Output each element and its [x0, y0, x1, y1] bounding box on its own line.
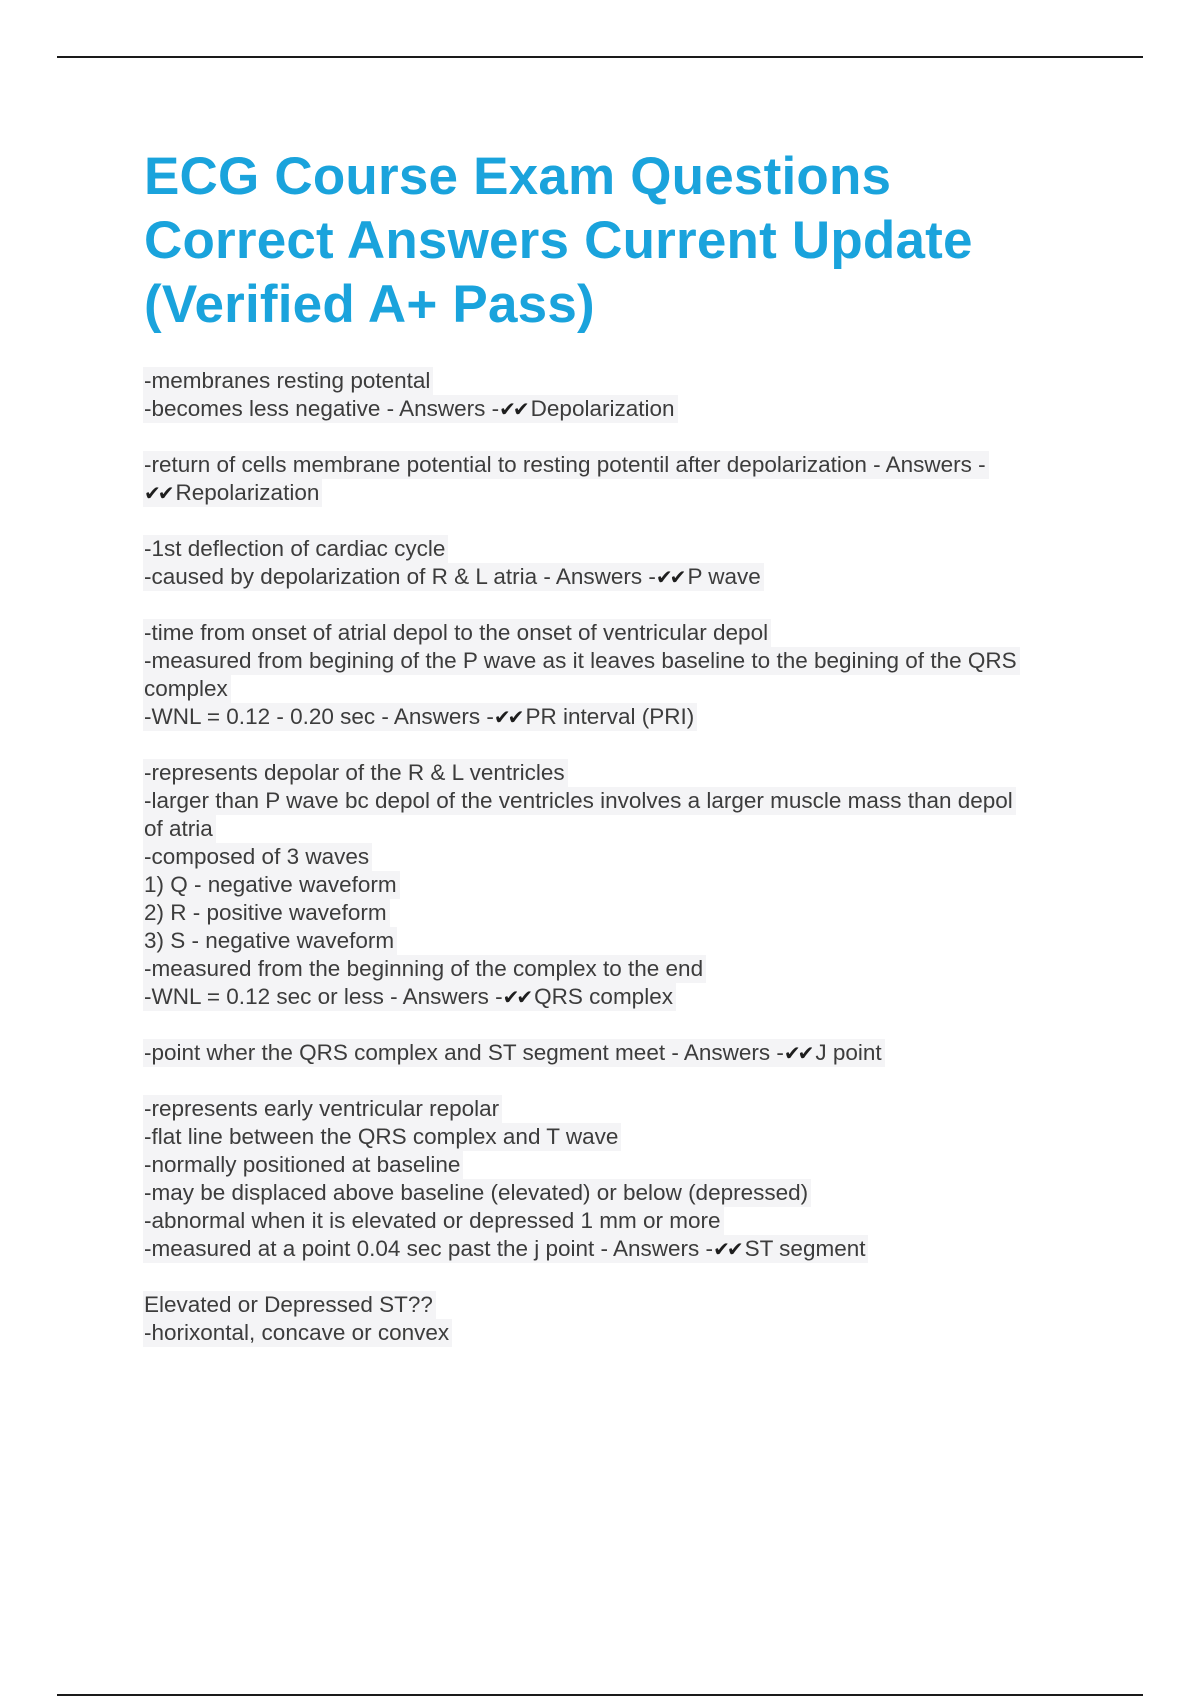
qa-line-text: of atria [144, 816, 213, 841]
qa-list [144, 367, 1094, 1347]
qa-line-text: -horixontal, concave or convex [144, 1320, 450, 1345]
title-line: (Verified A+ Pass) [144, 275, 595, 334]
qa-line-text: -composed of 3 waves [144, 844, 370, 869]
qa-line [143, 759, 568, 787]
qa-answer: PR interval (PRI) [525, 704, 695, 729]
qa-line-text: -abnormal when it is elevated or depressed 1 mm or more [144, 1208, 721, 1233]
qa-line-text: -WNL = 0.12 - 0.20 sec - Answers - [144, 704, 494, 729]
qa-line [143, 927, 397, 955]
qa-item [144, 367, 1094, 423]
qa-line [143, 787, 1016, 815]
qa-line-text: -represents depolar of the R & L ventricles [144, 760, 565, 785]
qa-line [143, 1319, 452, 1347]
qa-answer: Depolarization [530, 396, 675, 421]
qa-line-text: -becomes less negative - Answers - [144, 396, 500, 421]
qa-line-text: 3) S - negative waveform [144, 928, 395, 953]
qa-line-text: 2) R - positive waveform [144, 900, 387, 925]
qa-line [143, 675, 231, 703]
double-check-icon: ✔✔ [655, 565, 684, 589]
qa-line [143, 899, 390, 927]
qa-line [143, 1151, 463, 1179]
qa-line-text: -measured at a point 0.04 sec past the j point - Answers - [144, 1236, 714, 1261]
qa-line [143, 871, 400, 899]
qa-answer: QRS complex [534, 984, 673, 1009]
qa-line [143, 703, 697, 731]
qa-line [143, 815, 216, 843]
document-title [144, 145, 1094, 337]
qa-line-text: complex [144, 676, 228, 701]
qa-item [144, 535, 1094, 591]
qa-line [143, 1179, 811, 1207]
title-line: ECG Course Exam Questions [144, 147, 892, 206]
qa-line-text: -measured from the beginning of the complex to the end [144, 956, 704, 981]
qa-line [143, 647, 1020, 675]
bottom-rule [57, 1694, 1143, 1696]
qa-item [144, 759, 1094, 1011]
qa-item [144, 451, 1094, 507]
qa-line [143, 619, 771, 647]
double-check-icon: ✔✔ [493, 705, 522, 729]
double-check-icon: ✔✔ [499, 397, 527, 421]
qa-item [144, 1291, 1094, 1347]
qa-line-text: Elevated or Depressed ST?? [144, 1292, 433, 1317]
double-check-icon: ✔✔ [502, 985, 531, 1009]
qa-line [143, 1095, 502, 1123]
qa-line [143, 451, 989, 479]
qa-line [143, 983, 676, 1011]
top-rule [57, 56, 1143, 58]
document-body [144, 145, 1094, 1375]
qa-answer: ST segment [744, 1236, 866, 1261]
double-check-icon: ✔✔ [713, 1237, 741, 1261]
qa-line-text: -measured from begining of the P wave as it leaves baseline to the begining of the QRS [144, 648, 1017, 673]
qa-line-text: -larger than P wave bc depol of the ventricles involves a larger muscle mass than depol [144, 788, 1013, 813]
qa-line [143, 1235, 868, 1263]
qa-line-text: 1) Q - negative waveform [144, 872, 397, 897]
qa-line [143, 1123, 621, 1151]
qa-item [144, 1095, 1094, 1263]
qa-line [143, 955, 706, 983]
qa-line-text: -membranes resting potental [144, 368, 431, 393]
qa-line-text: -1st deflection of cardiac cycle [144, 536, 446, 561]
double-check-icon: ✔✔ [783, 1041, 812, 1065]
qa-line [143, 367, 433, 395]
qa-line-text: -normally positioned at baseline [144, 1152, 461, 1177]
double-check-icon: ✔✔ [144, 481, 172, 505]
qa-answer: Repolarization [175, 480, 320, 505]
qa-line-text: -time from onset of atrial depol to the onset of ventricular depol [144, 620, 769, 645]
qa-line [143, 1039, 885, 1067]
qa-line [143, 479, 322, 507]
qa-line-text: -point wher the QRS complex and ST segment meet - Answers - [144, 1040, 784, 1065]
qa-line-text: -may be displaced above baseline (elevated) or below (depressed) [144, 1180, 809, 1205]
qa-item [144, 619, 1094, 731]
qa-line [143, 1291, 436, 1319]
qa-line [143, 843, 372, 871]
qa-line [143, 1207, 724, 1235]
qa-item [144, 1039, 1094, 1067]
qa-answer: P wave [687, 564, 761, 589]
qa-line-text: -WNL = 0.12 sec or less - Answers - [144, 984, 503, 1009]
qa-line-text: -return of cells membrane potential to resting potentil after depolarization - Answers - [144, 452, 986, 477]
qa-line-text: -caused by depolarization of R & L atria - Answers - [144, 564, 656, 589]
qa-line [143, 535, 448, 563]
title-line: Correct Answers Current Update [144, 211, 973, 270]
qa-line-text: -represents early ventricular repolar [144, 1096, 500, 1121]
qa-answer: J point [815, 1040, 882, 1065]
qa-line-text: -flat line between the QRS complex and T wave [144, 1124, 619, 1149]
qa-line [143, 563, 764, 591]
qa-line [143, 395, 678, 423]
